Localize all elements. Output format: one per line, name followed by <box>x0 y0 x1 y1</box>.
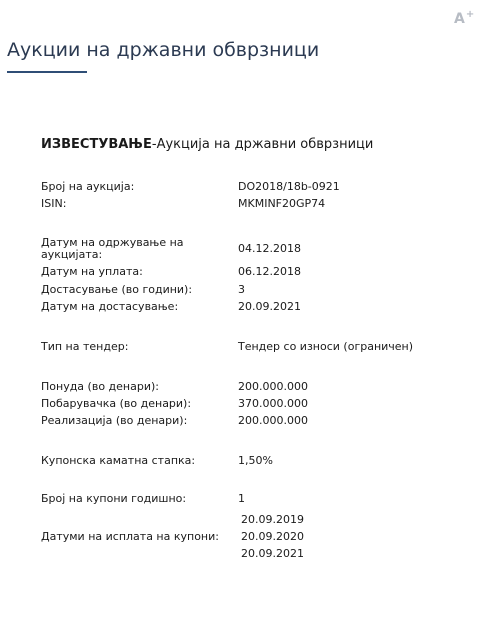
maturity-date-label: Датум на достасување: <box>41 300 179 313</box>
tender-type-label: Тип на тендер: <box>41 340 129 353</box>
plus-icon: + <box>465 9 475 20</box>
notice-heading-rest: -Аукција на државни обврзници <box>151 137 374 152</box>
coupon-date-2: 20.09.2020 <box>241 530 304 543</box>
offer-value: 200.000.000 <box>238 380 308 393</box>
coupon-date-3: 20.09.2021 <box>241 547 304 560</box>
payment-date-label: Датум на уплата: <box>41 265 143 278</box>
auction-date-value: 04.12.2018 <box>238 242 301 255</box>
font-size-increase-button[interactable] <box>454 9 474 29</box>
font-size-label: A <box>454 11 465 27</box>
demand-label: Побарувачка (во денари): <box>41 397 192 410</box>
coupon-dates-label: Датуми на исплата на купони: <box>41 530 219 543</box>
auction-number-value: DO2018/18b-0921 <box>238 180 340 193</box>
coupon-rate-value: 1,50% <box>238 454 273 467</box>
page-title: Аукции на државни обврзници <box>7 39 320 61</box>
maturity-label: Достасување (во години): <box>41 283 193 296</box>
auction-number-label: Број на аукција: <box>41 180 135 193</box>
auction-date-label: Датум на одржување на аукцијата: <box>41 236 184 261</box>
notice-heading <box>41 136 373 154</box>
title-underline <box>7 71 87 73</box>
realization-label: Реализација (во денари): <box>41 414 188 427</box>
coupon-date-1: 20.09.2019 <box>241 513 304 526</box>
demand-value: 370.000.000 <box>238 397 308 410</box>
realization-value: 200.000.000 <box>238 414 308 427</box>
maturity-date-value: 20.09.2021 <box>238 300 301 313</box>
isin-label: ISIN: <box>41 197 67 210</box>
payment-date-value: 06.12.2018 <box>238 265 301 278</box>
isin-value: MKMINF20GP74 <box>238 197 326 210</box>
coupons-per-year-label: Број на купони годишно: <box>41 492 187 505</box>
notice-heading-bold: ИЗВЕСТУВАЊЕ <box>41 137 152 152</box>
coupons-per-year-value: 1 <box>238 492 245 505</box>
tender-type-value: Тендер со износи (ограничен) <box>238 340 414 353</box>
coupon-rate-label: Купонска каматна стапка: <box>41 454 196 467</box>
maturity-value: 3 <box>238 283 245 296</box>
offer-label: Понуда (во денари): <box>41 380 159 393</box>
